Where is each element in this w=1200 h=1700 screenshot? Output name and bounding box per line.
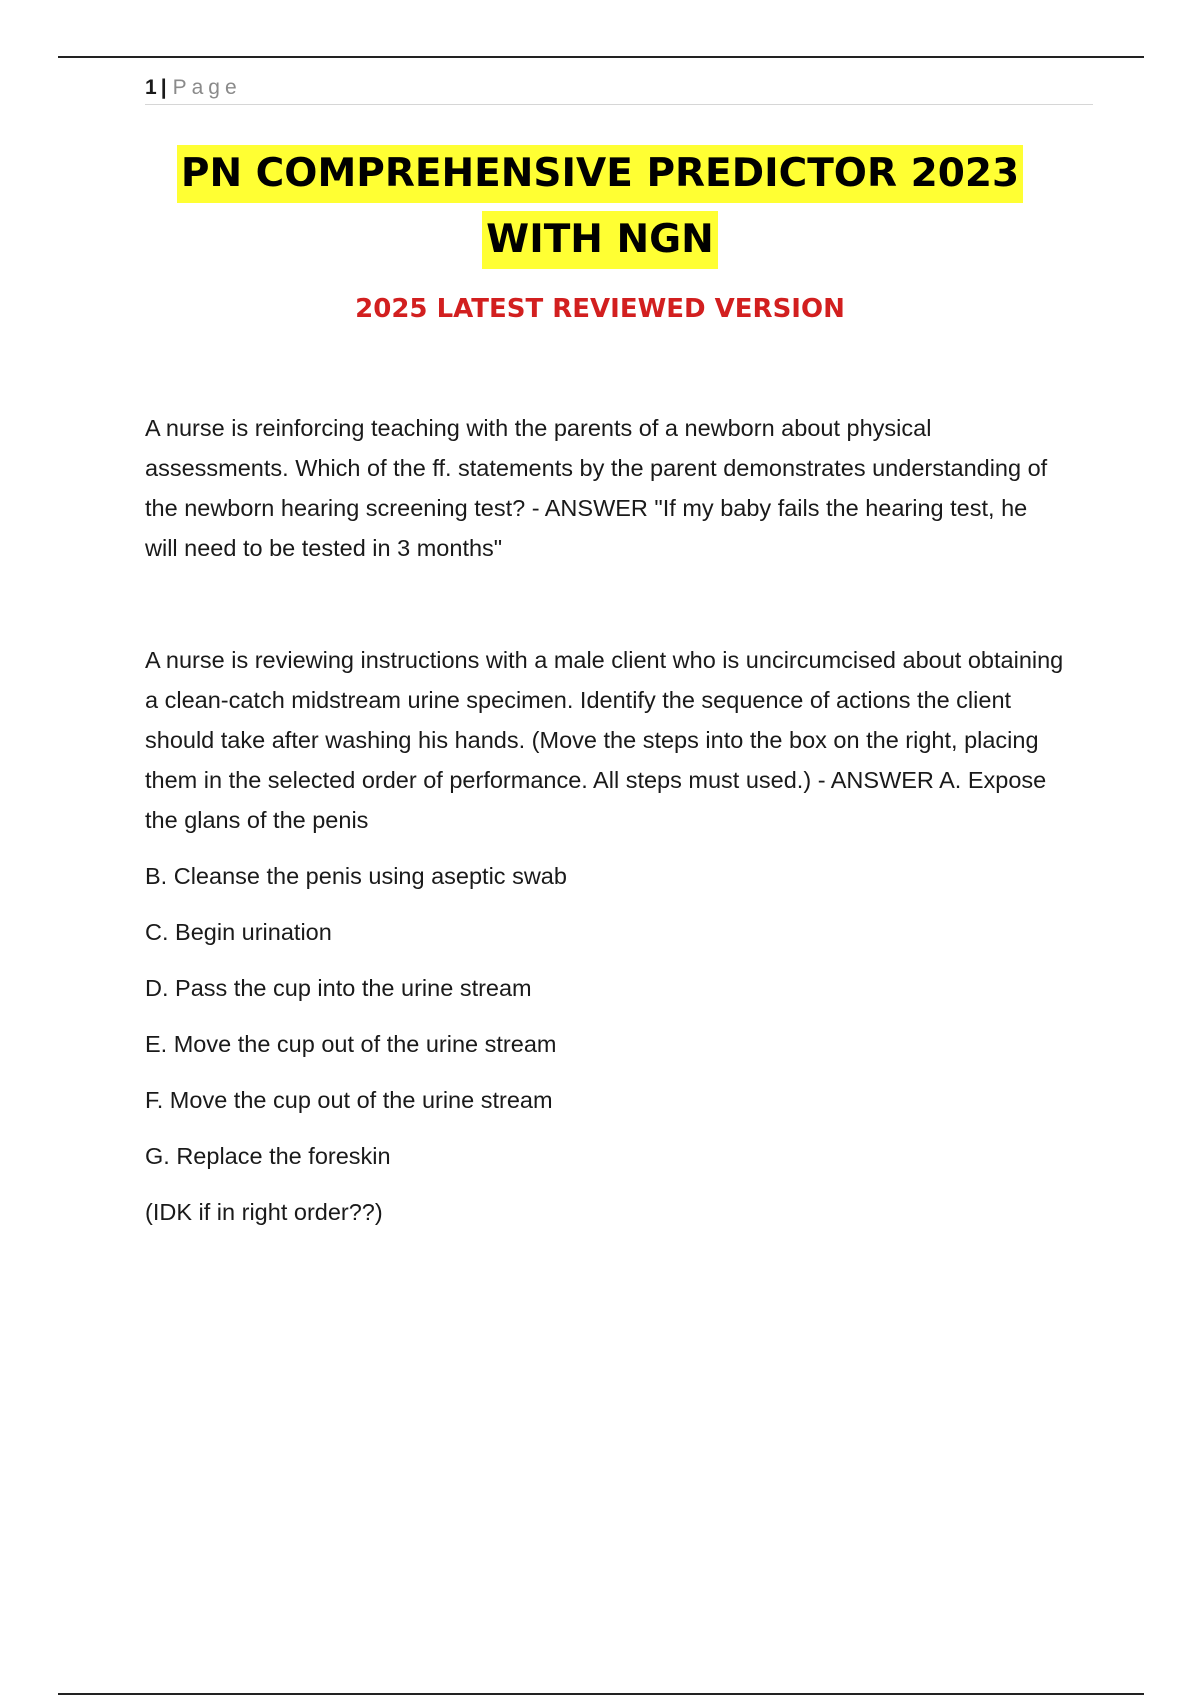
- page-number: 1: [145, 76, 157, 99]
- page-bottom-rule: [58, 1693, 1144, 1695]
- answer-step-b: B. Cleanse the penis using aseptic swab: [145, 863, 567, 889]
- answer-step-d: D. Pass the cup into the urine stream: [145, 975, 532, 1001]
- title-line-1: PN COMPREHENSIVE PREDICTOR 2023: [177, 145, 1023, 203]
- document-title: [100, 145, 1100, 269]
- document-subtitle: 2025 LATEST REVIEWED VERSION: [355, 294, 845, 324]
- answer-note: (IDK if in right order??): [145, 1199, 383, 1225]
- page-top-rule: [58, 56, 1144, 58]
- answer-step-g: G. Replace the foreskin: [145, 1143, 391, 1169]
- answer-step-c: C. Begin urination: [145, 919, 332, 945]
- answer-step-e: E. Move the cup out of the urine stream: [145, 1031, 557, 1057]
- title-line-2: WITH NGN: [482, 211, 718, 269]
- answer-step-f: F. Move the cup out of the urine stream: [145, 1087, 553, 1113]
- page-separator: |: [160, 76, 167, 99]
- document-body: [145, 408, 1065, 1232]
- page-header: [145, 72, 1093, 105]
- question-1: A nurse is reinforcing teaching with the parents of a newborn about physical assessments. Which of the ff. statements by the parent demonstrates understanding of the newborn hearing screening test? - ANSWER "If my baby fails the hearing test, he will need to be tested in 3 months": [145, 415, 1048, 561]
- question-2: A nurse is reviewing instructions with a male client who is uncircumcised about obtaining a clean-catch midstream urine specimen. Identify the sequence of actions the client should take after washing his hands. (Move the steps into the box on the right, placing them in the selected order of performance. All steps must used.) - ANSWER A. Expose the glans of the penis: [145, 647, 1064, 833]
- page-label: Page: [172, 76, 242, 99]
